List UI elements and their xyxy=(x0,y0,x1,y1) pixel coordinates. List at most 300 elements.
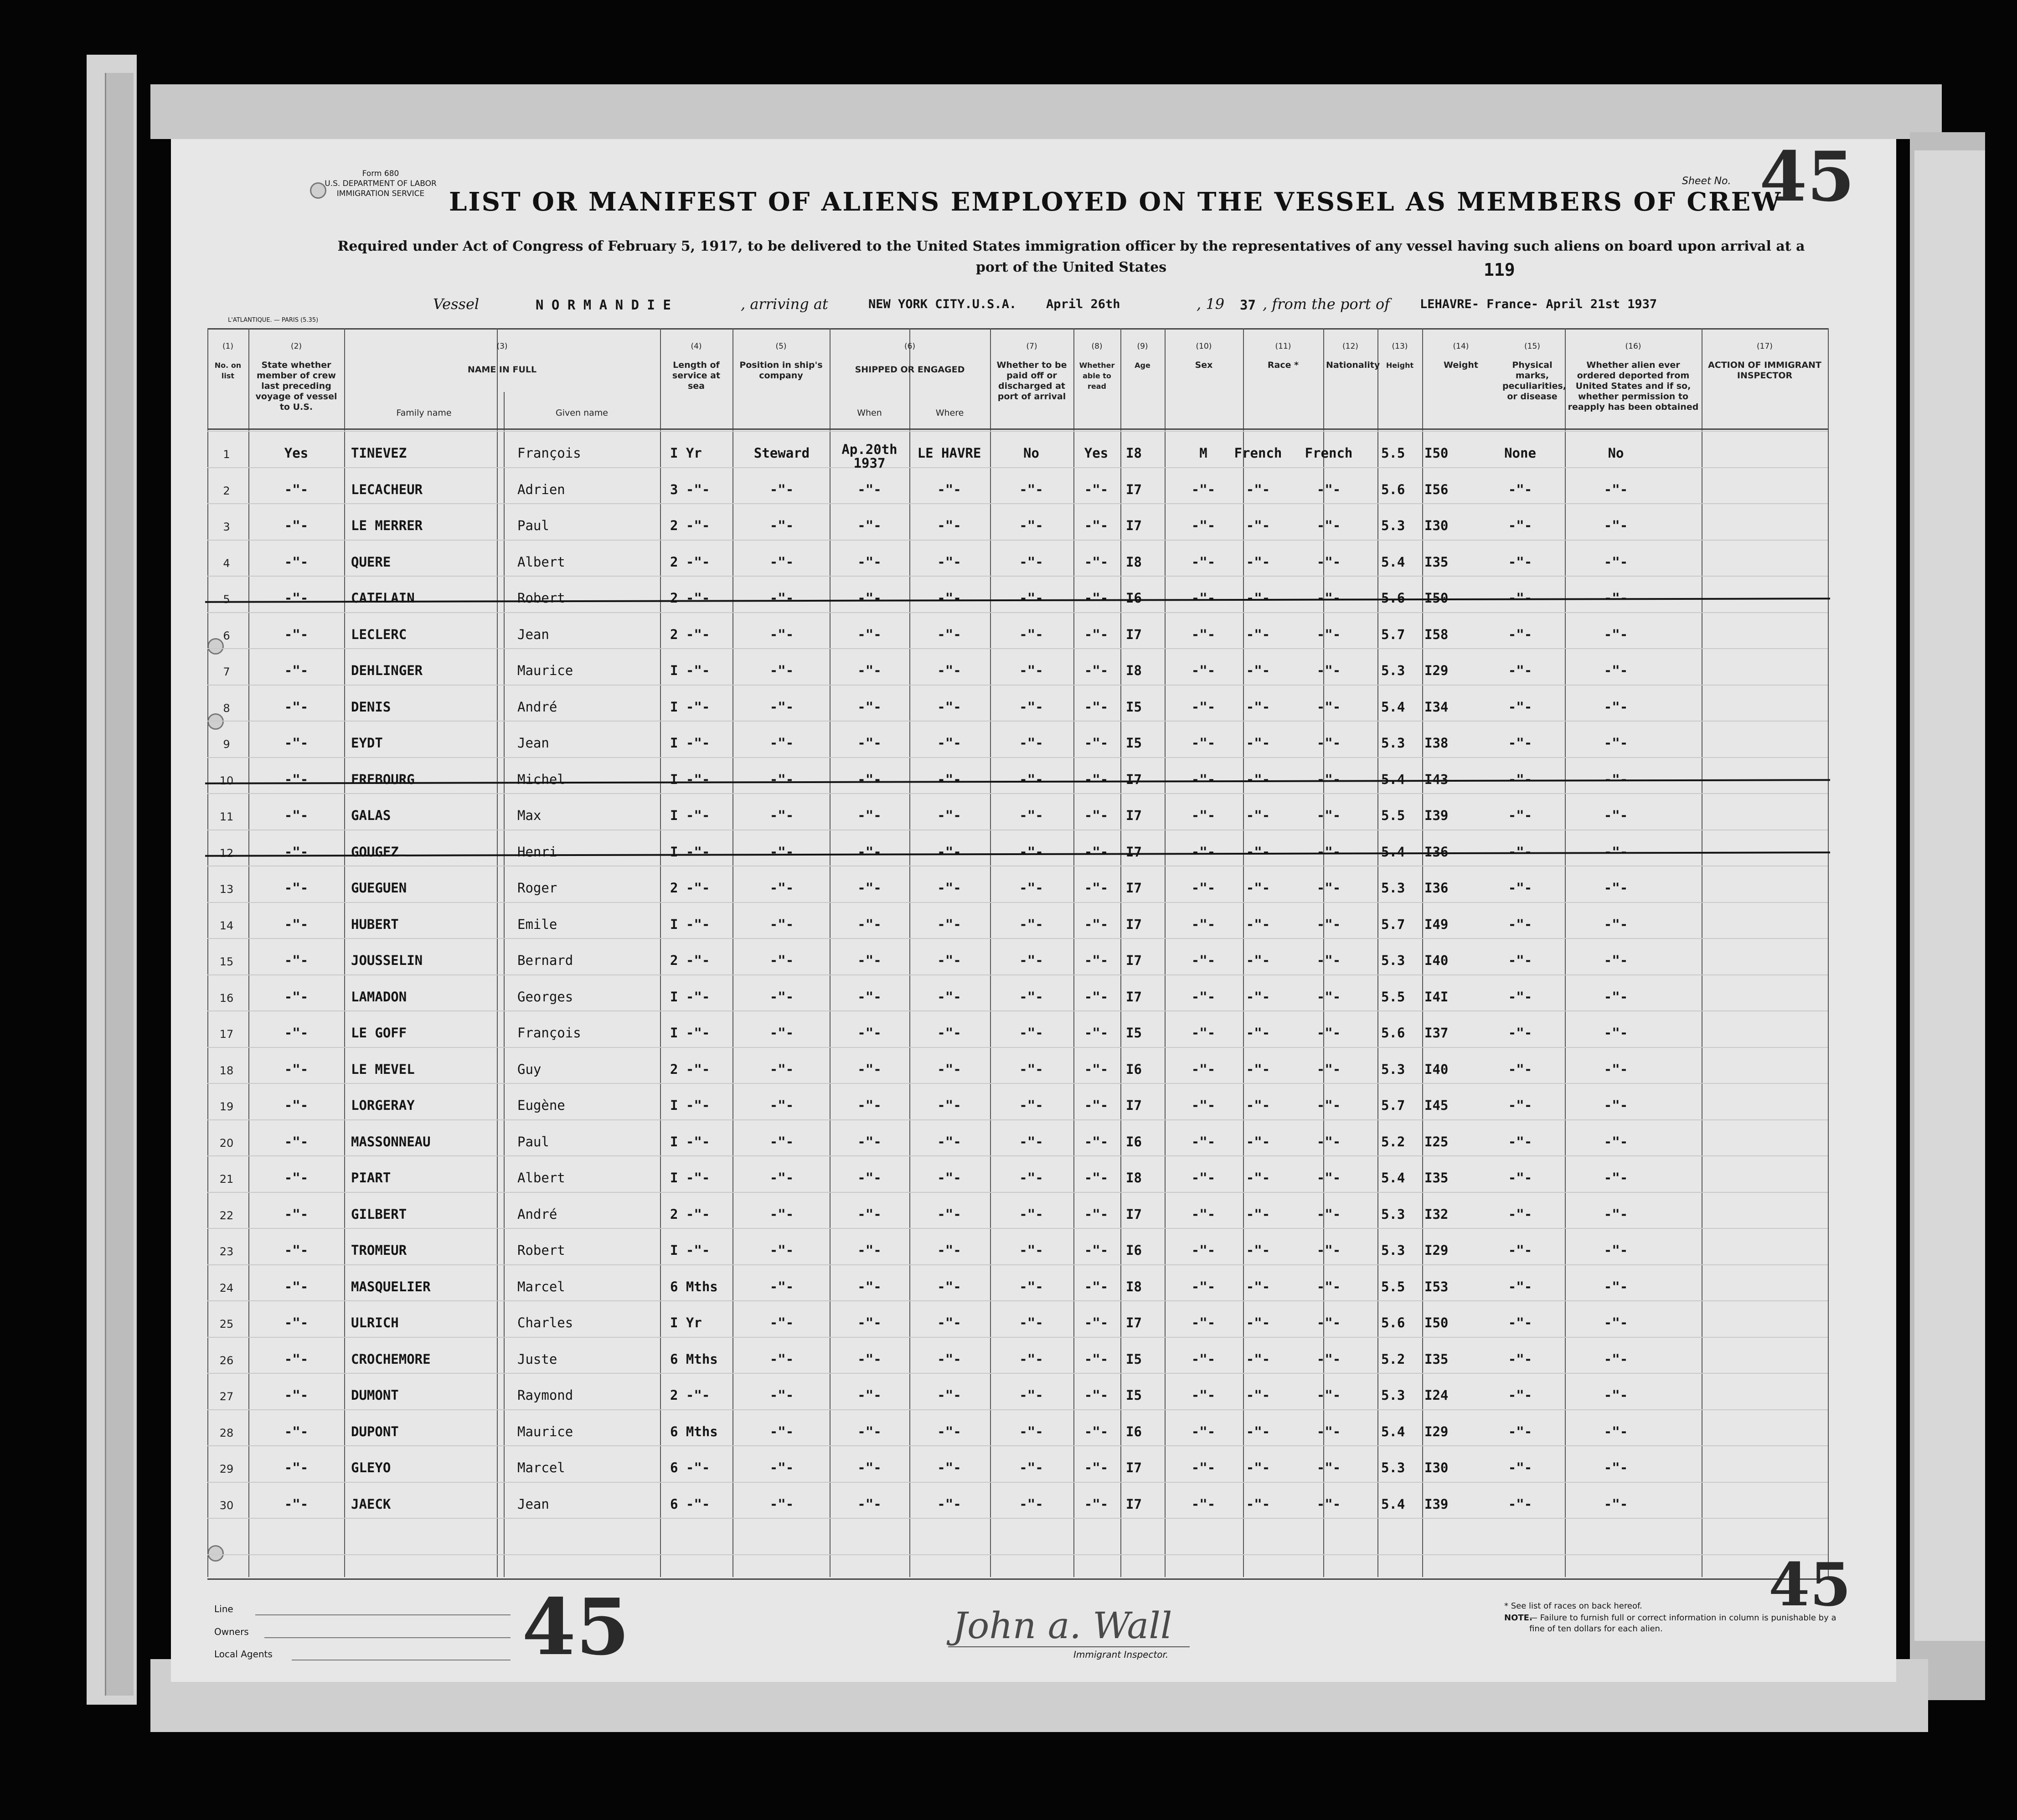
row-number: 27 xyxy=(219,1390,234,1403)
column-divider xyxy=(1828,328,1829,1577)
cell-position: -"- xyxy=(769,1243,794,1258)
cell-prev: -"- xyxy=(284,1025,309,1041)
cell-when: -"- xyxy=(857,735,882,751)
cell-race: -"- xyxy=(1246,1206,1270,1222)
cell-weight: I32 xyxy=(1424,1206,1449,1222)
year: 37 xyxy=(1240,297,1256,313)
cell-when: -"- xyxy=(857,771,882,787)
ruled-line xyxy=(207,431,1828,432)
cell-sex: -"- xyxy=(1191,771,1216,787)
cell-height: 5.5 xyxy=(1381,1279,1405,1294)
cell-given: Max xyxy=(517,808,542,823)
cell-prev: -"- xyxy=(284,1243,309,1258)
cell-position: -"- xyxy=(769,626,794,642)
cell-where: -"- xyxy=(937,771,961,787)
cell-paid: -"- xyxy=(1019,481,1043,497)
column-number: (14) xyxy=(1453,342,1469,351)
cell-given: Jean xyxy=(517,1496,549,1512)
vessel-label: Vessel xyxy=(433,295,480,313)
cell-age: I5 xyxy=(1126,699,1142,715)
cell-sex: -"- xyxy=(1191,916,1216,932)
cell-nationality: -"- xyxy=(1316,1460,1341,1475)
cell-paid: -"- xyxy=(1019,1134,1043,1150)
cell-family: MASSONNEAU xyxy=(351,1134,431,1150)
cell-height: 5.7 xyxy=(1381,1098,1405,1113)
cell-weight: I35 xyxy=(1424,554,1449,570)
cell-prev: -"- xyxy=(284,1351,309,1367)
cell-where: -"- xyxy=(937,1460,961,1475)
row-number: 5 xyxy=(223,593,230,606)
cell-family: GILBERT xyxy=(351,1206,407,1222)
cell-given: Robert xyxy=(517,590,565,606)
cell-where: -"- xyxy=(937,844,961,860)
column-header: ACTION OF IMMIGRANT INSPECTOR xyxy=(1708,360,1821,381)
cell-read: -"- xyxy=(1084,735,1109,751)
cell-race: -"- xyxy=(1246,1134,1270,1150)
column-divider xyxy=(660,328,661,1577)
cell-marks: -"- xyxy=(1508,880,1532,896)
cell-service: I -"- xyxy=(670,1134,710,1150)
cell-service: 6 Mths xyxy=(670,1351,718,1367)
cell-marks: -"- xyxy=(1508,916,1532,932)
cell-height: 5.5 xyxy=(1381,808,1405,823)
line-label: Line xyxy=(214,1603,233,1614)
cell-when: -"- xyxy=(857,1098,882,1113)
cell-when: -"- xyxy=(857,916,882,932)
cell-where: -"- xyxy=(937,590,961,606)
cell-weight: I34 xyxy=(1424,699,1449,715)
cell-nationality: -"- xyxy=(1316,1134,1341,1150)
header-divider xyxy=(207,428,1828,430)
cell-deported: -"- xyxy=(1604,771,1628,787)
row-number: 17 xyxy=(219,1028,234,1041)
cell-when: -"- xyxy=(857,1061,882,1077)
cell-when: -"- xyxy=(857,699,882,715)
cell-paid: -"- xyxy=(1019,1423,1043,1439)
cell-deported: -"- xyxy=(1604,663,1628,678)
cell-sex: -"- xyxy=(1191,1423,1216,1439)
cell-service: I Yr xyxy=(670,1315,702,1330)
cell-race: -"- xyxy=(1246,953,1270,968)
cell-read: -"- xyxy=(1084,1315,1109,1330)
cell-nationality: -"- xyxy=(1316,844,1341,860)
cell-read: -"- xyxy=(1084,953,1109,968)
cell-when: -"- xyxy=(857,1496,882,1512)
cell-race: -"- xyxy=(1246,626,1270,642)
cell-nationality: -"- xyxy=(1316,880,1341,896)
cell-position: -"- xyxy=(769,1387,794,1403)
cell-marks: -"- xyxy=(1508,1387,1532,1403)
cell-age: I8 xyxy=(1126,663,1142,678)
cell-weight: I56 xyxy=(1424,481,1449,497)
cell-race: -"- xyxy=(1246,1025,1270,1041)
cell-weight: I25 xyxy=(1424,1134,1449,1150)
cell-marks: -"- xyxy=(1508,1206,1532,1222)
cell-sex: -"- xyxy=(1191,1098,1216,1113)
cell-prev: -"- xyxy=(284,808,309,823)
ruled-line xyxy=(207,902,1828,903)
cell-height: 5.4 xyxy=(1381,699,1405,715)
column-subheader: Family name xyxy=(396,408,452,418)
cell-deported: -"- xyxy=(1604,590,1628,606)
row-number: 12 xyxy=(219,846,234,860)
cell-height: 5.3 xyxy=(1381,1243,1405,1258)
cell-service: 6 -"- xyxy=(670,1460,710,1475)
cell-prev: -"- xyxy=(284,1279,309,1294)
column-subheader: Given name xyxy=(556,408,608,418)
column-header: SHIPPED OR ENGAGED xyxy=(855,365,965,375)
cell-paid: -"- xyxy=(1019,1496,1043,1512)
cell-height: 5.4 xyxy=(1381,554,1405,570)
cell-age: I7 xyxy=(1126,518,1142,533)
cell-read: -"- xyxy=(1084,554,1109,570)
cell-family: TROMEUR xyxy=(351,1243,407,1258)
ruled-line xyxy=(207,1083,1828,1084)
cell-height: 5.6 xyxy=(1381,1025,1405,1041)
cell-read: -"- xyxy=(1084,481,1109,497)
cell-when: -"- xyxy=(857,1134,882,1150)
column-divider xyxy=(207,328,208,1577)
row-number: 26 xyxy=(219,1354,234,1367)
cell-position: -"- xyxy=(769,1025,794,1041)
cell-given: Jean xyxy=(517,626,549,642)
cell-sex: -"- xyxy=(1191,481,1216,497)
cell-marks: -"- xyxy=(1508,771,1532,787)
cell-sex: -"- xyxy=(1191,844,1216,860)
column-header: Race * xyxy=(1267,360,1299,370)
cell-deported: -"- xyxy=(1604,1423,1628,1439)
cell-service: I -"- xyxy=(670,663,710,678)
arrival-port: NEW YORK CITY.U.S.A. xyxy=(868,297,1017,311)
cell-family: LORGERAY xyxy=(351,1098,415,1113)
ruled-line xyxy=(207,757,1828,758)
column-divider xyxy=(248,328,249,1577)
row-number: 3 xyxy=(223,521,230,533)
column-divider xyxy=(497,328,498,1577)
column-number: (3) xyxy=(496,342,508,351)
cell-weight: I50 xyxy=(1424,590,1449,606)
row-number: 9 xyxy=(223,738,230,751)
cell-prev: -"- xyxy=(284,1061,309,1077)
cell-deported: -"- xyxy=(1604,1170,1628,1186)
cell-where: -"- xyxy=(937,1061,961,1077)
cell-sex: -"- xyxy=(1191,554,1216,570)
cell-race: -"- xyxy=(1246,808,1270,823)
cell-age: I5 xyxy=(1126,735,1142,751)
cell-marks: -"- xyxy=(1508,1423,1532,1439)
cell-service: I -"- xyxy=(670,1098,710,1113)
column-number: (12) xyxy=(1342,342,1358,351)
cell-height: 5.3 xyxy=(1381,1387,1405,1403)
column-header: Height xyxy=(1386,361,1414,370)
cell-nationality: -"- xyxy=(1316,808,1341,823)
column-number: (4) xyxy=(691,342,702,351)
cell-age: I8 xyxy=(1126,554,1142,570)
cell-height: 5.3 xyxy=(1381,735,1405,751)
cell-weight: I38 xyxy=(1424,735,1449,751)
cell-race: -"- xyxy=(1246,1315,1270,1330)
cell-where: -"- xyxy=(937,481,961,497)
cell-where: -"- xyxy=(937,1170,961,1186)
cell-family: DUPONT xyxy=(351,1423,399,1439)
cell-weight: I53 xyxy=(1424,1279,1449,1294)
cell-deported: -"- xyxy=(1604,735,1628,751)
column-number: (15) xyxy=(1524,342,1540,351)
ruled-line xyxy=(207,1228,1828,1229)
cell-service: 2 -"- xyxy=(670,1206,710,1222)
cell-position: -"- xyxy=(769,699,794,715)
cell-service: 6 -"- xyxy=(670,1496,710,1512)
cell-weight: I49 xyxy=(1424,916,1449,932)
cell-family: FREBOURG xyxy=(351,771,415,787)
ruled-line xyxy=(207,1554,1828,1555)
cell-service: 2 -"- xyxy=(670,1387,710,1403)
cell-position: -"- xyxy=(769,663,794,678)
cell-where: -"- xyxy=(937,1134,961,1150)
cell-prev: -"- xyxy=(284,1098,309,1113)
cell-race: -"- xyxy=(1246,1423,1270,1439)
cell-sex: -"- xyxy=(1191,1351,1216,1367)
ruled-line xyxy=(207,721,1828,722)
cell-age: I7 xyxy=(1126,1315,1142,1330)
cell-where: -"- xyxy=(937,989,961,1005)
cell-family: GOUGEZ xyxy=(351,844,399,860)
cell-prev: -"- xyxy=(284,1496,309,1512)
cell-when: -"- xyxy=(857,1279,882,1294)
cell-when: -"- xyxy=(857,1025,882,1041)
cell-family: LAMADON xyxy=(351,989,407,1005)
cell-sex: -"- xyxy=(1191,699,1216,715)
cell-deported: -"- xyxy=(1604,1206,1628,1222)
cell-sex: -"- xyxy=(1191,626,1216,642)
cell-paid: -"- xyxy=(1019,1098,1043,1113)
departure-port: LEHAVRE- France- April 21st 1937 xyxy=(1420,297,1657,311)
cell-nationality: -"- xyxy=(1316,554,1341,570)
cell-read: -"- xyxy=(1084,1206,1109,1222)
cell-age: I7 xyxy=(1126,1206,1142,1222)
cell-read: -"- xyxy=(1084,518,1109,533)
cell-height: 5.3 xyxy=(1381,663,1405,678)
owners-field xyxy=(264,1637,511,1638)
cell-marks: -"- xyxy=(1508,1279,1532,1294)
cell-nationality: -"- xyxy=(1316,1496,1341,1512)
cell-deported: -"- xyxy=(1604,699,1628,715)
row-number: 13 xyxy=(219,883,234,896)
ruled-line xyxy=(207,1047,1828,1048)
ruled-line xyxy=(207,467,1828,468)
ruled-line xyxy=(207,503,1828,504)
cell-position: -"- xyxy=(769,1206,794,1222)
cell-age: I8 xyxy=(1126,445,1142,461)
sheet-number-label: Sheet No. xyxy=(1682,175,1731,187)
races-note: * See list of races on back hereof. xyxy=(1504,1601,1642,1611)
cell-weight: I39 xyxy=(1424,808,1449,823)
service: IMMIGRATION SERVICE xyxy=(336,189,425,198)
cell-paid: -"- xyxy=(1019,1387,1043,1403)
cell-race: -"- xyxy=(1246,699,1270,715)
column-header: Whether to be paid off or discharged at port of arrival xyxy=(996,360,1067,402)
sheet-number: 45 xyxy=(1759,137,1855,217)
local-agents-label: Local Agents xyxy=(214,1649,273,1660)
cell-given: Jean xyxy=(517,735,549,751)
cell-read: -"- xyxy=(1084,1387,1109,1403)
cell-nationality: -"- xyxy=(1316,590,1341,606)
cell-prev: -"- xyxy=(284,953,309,968)
cell-nationality: -"- xyxy=(1316,518,1341,533)
cell-nationality: -"- xyxy=(1316,626,1341,642)
sub-column-divider xyxy=(909,392,910,1577)
cell-service: 2 -"- xyxy=(670,953,710,968)
column-divider xyxy=(344,328,345,1577)
cell-weight: I29 xyxy=(1424,663,1449,678)
cell-weight: I35 xyxy=(1424,1170,1449,1186)
cell-race: -"- xyxy=(1246,1351,1270,1367)
cell-marks: -"- xyxy=(1508,481,1532,497)
cell-service: I -"- xyxy=(670,989,710,1005)
cell-read: -"- xyxy=(1084,699,1109,715)
cell-position: -"- xyxy=(769,1134,794,1150)
cell-service: I -"- xyxy=(670,1025,710,1041)
cell-age: I7 xyxy=(1126,481,1142,497)
ruled-line xyxy=(207,938,1828,939)
cell-race: -"- xyxy=(1246,771,1270,787)
cell-paid: -"- xyxy=(1019,953,1043,968)
subtitle xyxy=(319,236,1823,278)
cell-when: -"- xyxy=(857,626,882,642)
cell-height: 5.3 xyxy=(1381,1061,1405,1077)
row-number: 25 xyxy=(219,1318,234,1330)
cell-paid: -"- xyxy=(1019,916,1043,932)
cell-paid: -"- xyxy=(1019,1351,1043,1367)
cell-weight: I4I xyxy=(1424,989,1449,1005)
cell-age: I7 xyxy=(1126,989,1142,1005)
row-number: 16 xyxy=(219,991,234,1005)
cell-nationality: -"- xyxy=(1316,916,1341,932)
ruled-line xyxy=(207,1373,1828,1374)
cell-nationality: -"- xyxy=(1316,1423,1341,1439)
cell-deported: -"- xyxy=(1604,554,1628,570)
cell-where: -"- xyxy=(937,1496,961,1512)
column-number: (6) xyxy=(904,342,916,351)
cell-given: Albert xyxy=(517,1170,565,1186)
cell-when: -"- xyxy=(857,1351,882,1367)
ruled-line xyxy=(207,1119,1828,1120)
cell-marks: -"- xyxy=(1508,1098,1532,1113)
cell-sex: -"- xyxy=(1191,808,1216,823)
cell-where: -"- xyxy=(937,1279,961,1294)
signature-line xyxy=(948,1646,1190,1647)
cell-read: -"- xyxy=(1084,1423,1109,1439)
cell-where: -"- xyxy=(937,699,961,715)
cell-position: -"- xyxy=(769,1061,794,1077)
cell-race: -"- xyxy=(1246,481,1270,497)
cell-read: -"- xyxy=(1084,1170,1109,1186)
cell-height: 5.2 xyxy=(1381,1351,1405,1367)
cell-given: Roger xyxy=(517,880,557,896)
cell-race: -"- xyxy=(1246,663,1270,678)
cell-race: -"- xyxy=(1246,735,1270,751)
cell-service: 2 -"- xyxy=(670,1061,710,1077)
row-number: 10 xyxy=(219,774,234,787)
cell-marks: -"- xyxy=(1508,518,1532,533)
cell-position: -"- xyxy=(769,554,794,570)
cell-age: I8 xyxy=(1126,1279,1142,1294)
cell-height: 5.6 xyxy=(1381,590,1405,606)
line-field xyxy=(255,1614,511,1615)
cell-position: -"- xyxy=(769,916,794,932)
cell-race: -"- xyxy=(1246,1098,1270,1113)
column-divider xyxy=(1165,328,1166,1577)
cell-weight: I29 xyxy=(1424,1423,1449,1439)
cell-position: -"- xyxy=(769,989,794,1005)
row-number: 8 xyxy=(223,701,230,715)
arriving-label: , arriving at xyxy=(741,295,828,313)
ruled-line xyxy=(207,1518,1828,1519)
cell-prev: -"- xyxy=(284,771,309,787)
cell-marks: -"- xyxy=(1508,989,1532,1005)
cell-nationality: -"- xyxy=(1316,1061,1341,1077)
cell-where: -"- xyxy=(937,1315,961,1330)
row-number: 11 xyxy=(219,810,234,823)
cell-when: -"- xyxy=(857,844,882,860)
ruled-line xyxy=(207,612,1828,613)
owners-label: Owners xyxy=(214,1626,249,1637)
cell-marks: -"- xyxy=(1508,663,1532,678)
cell-read: -"- xyxy=(1084,590,1109,606)
subtitle-line-1: Required under Act of Congress of February 5, 1917, to be delivered to the United States immigration officer by the representatives of any vessel having such aliens on board upon arrival at a xyxy=(337,238,1805,254)
cell-given: Charles xyxy=(517,1315,573,1330)
cell-deported: -"- xyxy=(1604,1098,1628,1113)
cell-given: Emile xyxy=(517,916,557,932)
cell-sex: -"- xyxy=(1191,663,1216,678)
cell-given: Paul xyxy=(517,1134,549,1150)
cell-position: -"- xyxy=(769,953,794,968)
row-number: 21 xyxy=(219,1173,234,1186)
cell-where: -"- xyxy=(937,1025,961,1041)
cell-read: Yes xyxy=(1084,445,1109,461)
cell-deported: -"- xyxy=(1604,518,1628,533)
cell-when: -"- xyxy=(857,808,882,823)
cell-prev: -"- xyxy=(284,626,309,642)
cell-nationality: -"- xyxy=(1316,481,1341,497)
column-divider xyxy=(1422,328,1423,1577)
cell-race: -"- xyxy=(1246,880,1270,896)
cell-age: I5 xyxy=(1126,1025,1142,1041)
cell-prev: -"- xyxy=(284,481,309,497)
cell-sex: -"- xyxy=(1191,1134,1216,1150)
ruled-line xyxy=(207,1264,1828,1265)
column-header: Position in ship's company xyxy=(739,360,823,381)
cell-weight: I43 xyxy=(1424,771,1449,787)
ruled-line xyxy=(207,793,1828,794)
cell-height: 5.4 xyxy=(1381,771,1405,787)
cell-where: -"- xyxy=(937,1206,961,1222)
cell-deported: -"- xyxy=(1604,1243,1628,1258)
column-number: (2) xyxy=(290,342,302,351)
cell-position: -"- xyxy=(769,1423,794,1439)
cell-deported: -"- xyxy=(1604,626,1628,642)
column-header: No. on list xyxy=(214,361,242,380)
cell-nationality: -"- xyxy=(1316,1351,1341,1367)
column-number: (8) xyxy=(1091,342,1103,351)
cell-age: I7 xyxy=(1126,1460,1142,1475)
cell-paid: -"- xyxy=(1019,663,1043,678)
cell-deported: -"- xyxy=(1604,880,1628,896)
cell-height: 5.4 xyxy=(1381,1423,1405,1439)
cell-position: -"- xyxy=(769,518,794,533)
cell-given: Maurice xyxy=(517,663,573,678)
cell-height: 5.3 xyxy=(1381,880,1405,896)
